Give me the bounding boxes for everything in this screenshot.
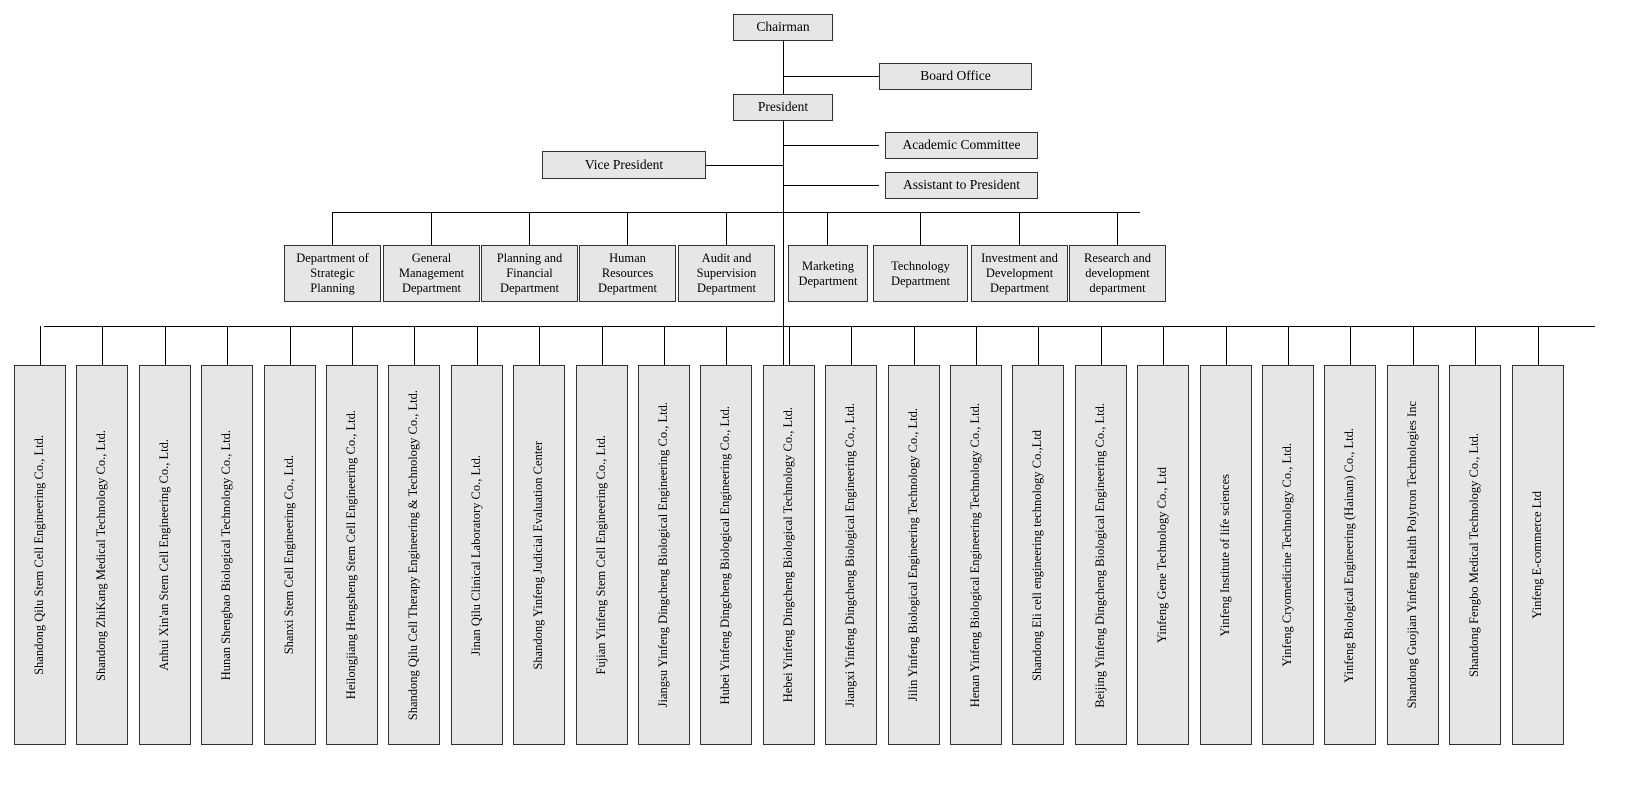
connector-president-academic: [783, 145, 879, 146]
node-subsidiary-11[interactable]: [638, 365, 690, 745]
node-subsidiary-14[interactable]: [825, 365, 877, 745]
subsidiary-drop-16: [976, 326, 977, 365]
node-label: Anhui Xin'an Stem Cell Engineering Co., Ltd.: [157, 439, 172, 671]
dept-drop-2: [431, 212, 432, 245]
dept-drop-7: [920, 212, 921, 245]
subsidiary-drop-4: [227, 326, 228, 365]
node-subsidiary-23[interactable]: [1387, 365, 1439, 745]
node-label: Hebei Yinfeng Dingcheng Biological Technology Co., Ltd.: [781, 407, 796, 703]
node-subsidiary-22[interactable]: [1324, 365, 1376, 745]
subsidiary-drop-23: [1413, 326, 1414, 365]
node-label: Assistant to President: [903, 177, 1020, 193]
node-label: Investment and Development Department: [981, 251, 1058, 295]
subsidiary-drop-11: [664, 326, 665, 365]
subsidiary-drop-22: [1350, 326, 1351, 365]
node-subsidiary-2[interactable]: [76, 365, 128, 745]
node-label: Jilin Yinfeng Biological Engineering Technology Co., Ltd.: [906, 408, 921, 702]
node-department-research-development[interactable]: [1069, 245, 1166, 302]
node-department-planning-financial[interactable]: [481, 245, 578, 302]
node-label: Henan Yinfeng Biological Engineering Technology Co., Ltd.: [968, 402, 983, 708]
node-department-audit-supervision[interactable]: [678, 245, 775, 302]
node-label: Hubei Yinfeng Dingcheng Biological Engineering Co., Ltd.: [718, 405, 733, 705]
node-label: Vice President: [584, 156, 664, 172]
subsidiary-drop-5: [290, 326, 291, 365]
node-subsidiary-8[interactable]: [451, 365, 503, 745]
node-subsidiary-18[interactable]: [1075, 365, 1127, 745]
node-label: Board Office: [920, 68, 991, 84]
node-label: Planning and Financial Department: [496, 251, 563, 295]
subsidiary-bus: [44, 326, 1595, 327]
node-vice-president[interactable]: [542, 151, 706, 179]
subsidiary-drop-24: [1475, 326, 1476, 365]
node-department-general-management[interactable]: [383, 245, 480, 302]
node-label: Technology Department: [890, 258, 950, 288]
subsidiary-drop-10: [602, 326, 603, 365]
node-subsidiary-1[interactable]: [14, 365, 66, 745]
node-department-technology[interactable]: [873, 245, 968, 302]
node-label: Shandong ZhiKang Medical Technology Co., Ltd.: [94, 429, 109, 681]
subsidiary-drop-18: [1101, 326, 1102, 365]
connector-chairman-board-office: [783, 76, 879, 77]
subsidiary-drop-21: [1288, 326, 1289, 365]
node-label: President: [757, 99, 809, 115]
node-subsidiary-6[interactable]: [326, 365, 378, 745]
node-subsidiary-5[interactable]: [264, 365, 316, 745]
node-board-office[interactable]: [879, 63, 1032, 90]
node-president[interactable]: [733, 94, 833, 121]
node-subsidiary-25[interactable]: [1512, 365, 1564, 745]
node-label: Yinfeng Biological Engineering (Hainan) Co., Ltd.: [1342, 427, 1357, 683]
node-label: Heilongjiang Hengsheng Stem Cell Engineering Co., Ltd.: [344, 410, 359, 700]
dept-drop-6: [827, 212, 828, 245]
node-subsidiary-12[interactable]: [700, 365, 752, 745]
subsidiary-drop-8: [477, 326, 478, 365]
subsidiary-drop-1: [40, 326, 41, 365]
subsidiary-drop-12: [726, 326, 727, 365]
node-label: Research and development department: [1084, 251, 1151, 295]
dept-drop-8: [1019, 212, 1020, 245]
node-department-strategic-planning[interactable]: [284, 245, 381, 302]
node-subsidiary-7[interactable]: [388, 365, 440, 745]
node-subsidiary-3[interactable]: [139, 365, 191, 745]
subsidiary-drop-19: [1163, 326, 1164, 365]
connector-president-trunk: [783, 120, 784, 385]
dept-drop-5: [726, 212, 727, 245]
node-label: Yinfeng Cryomedicine Technology Co., Ltd.: [1280, 443, 1295, 667]
subsidiary-drop-14: [851, 326, 852, 365]
node-label: Beijing Yinfeng Dingcheng Biological Engineering Co., Ltd.: [1093, 402, 1108, 708]
node-label: Fujian Yinfeng Stem Cell Engineering Co., Ltd.: [594, 435, 609, 675]
node-label: Jinan Qilu Clinical Laboratory Co., Ltd.: [469, 454, 484, 656]
node-chairman[interactable]: [733, 14, 833, 41]
subsidiary-drop-3: [165, 326, 166, 365]
node-label: Jiangxi Yinfeng Dingcheng Biological Engineering Co., Ltd.: [843, 403, 858, 707]
node-label: Shandong Eli cell engineering technology Co.,Ltd: [1030, 429, 1045, 681]
connector-president-vice: [706, 165, 784, 166]
node-subsidiary-13[interactable]: [763, 365, 815, 745]
node-department-investment-development[interactable]: [971, 245, 1068, 302]
node-label: Yinfeng E-commerce Ltd: [1530, 491, 1545, 619]
node-label: General Management Department: [398, 251, 465, 295]
node-label: Academic Committee: [902, 137, 1021, 153]
node-subsidiary-21[interactable]: [1262, 365, 1314, 745]
node-label: Shandong Qilu Cell Therapy Engineering & Technology Co., Ltd.: [406, 389, 421, 721]
node-subsidiary-10[interactable]: [576, 365, 628, 745]
node-label: Chairman: [756, 19, 810, 35]
node-department-human-resources[interactable]: [579, 245, 676, 302]
subsidiary-drop-25: [1538, 326, 1539, 365]
subsidiary-drop-7: [414, 326, 415, 365]
node-subsidiary-20[interactable]: [1200, 365, 1252, 745]
node-label: Department of Strategic Planning: [296, 251, 369, 295]
node-subsidiary-4[interactable]: [201, 365, 253, 745]
node-assistant-to-president[interactable]: [885, 172, 1038, 199]
node-label: Yinfeng Gene Technology Co., Ltd: [1155, 467, 1170, 643]
node-label: Shandong Qilu Stem Cell Engineering Co., Ltd.: [32, 435, 47, 675]
node-label: Audit and Supervision Department: [696, 251, 757, 295]
node-label: Yinfeng Institute of life sciences: [1218, 473, 1233, 637]
node-subsidiary-19[interactable]: [1137, 365, 1189, 745]
dept-drop-1: [332, 212, 333, 245]
node-subsidiary-17[interactable]: [1012, 365, 1064, 745]
subsidiary-drop-6: [352, 326, 353, 365]
subsidiary-drop-17: [1038, 326, 1039, 365]
node-label: Hunan Shengbao Biological Technology Co., Ltd.: [219, 429, 234, 681]
subsidiary-drop-15: [914, 326, 915, 365]
node-subsidiary-16[interactable]: [950, 365, 1002, 745]
dept-drop-4: [627, 212, 628, 245]
node-label: Shandong Fengbo Medical Technology Co., Ltd.: [1467, 432, 1482, 677]
node-label: Marketing Department: [798, 258, 858, 288]
node-subsidiary-15[interactable]: [888, 365, 940, 745]
connector-president-assistant: [783, 185, 879, 186]
node-subsidiary-9[interactable]: [513, 365, 565, 745]
subsidiary-drop-2: [102, 326, 103, 365]
node-label: Shandong Yinfeng Judicial Evaluation Center: [531, 440, 546, 670]
subsidiary-drop-9: [539, 326, 540, 365]
node-subsidiary-24[interactable]: [1449, 365, 1501, 745]
node-label: Human Resources Department: [597, 251, 657, 295]
subsidiary-drop-20: [1226, 326, 1227, 365]
dept-drop-9: [1117, 212, 1118, 245]
dept-drop-3: [529, 212, 530, 245]
subsidiary-drop-13: [789, 326, 790, 365]
node-department-marketing[interactable]: [788, 245, 868, 302]
node-label: Jiangsu Yinfeng Dingcheng Biological Engineering Co., Ltd.: [656, 402, 671, 708]
node-academic-committee[interactable]: [885, 132, 1038, 159]
node-label: Shanxi Stem Cell Engineering Co., Ltd.: [282, 455, 297, 655]
node-label: Shandong Guojian Yinfeng Health Polytron Technologies Inc: [1405, 401, 1420, 709]
